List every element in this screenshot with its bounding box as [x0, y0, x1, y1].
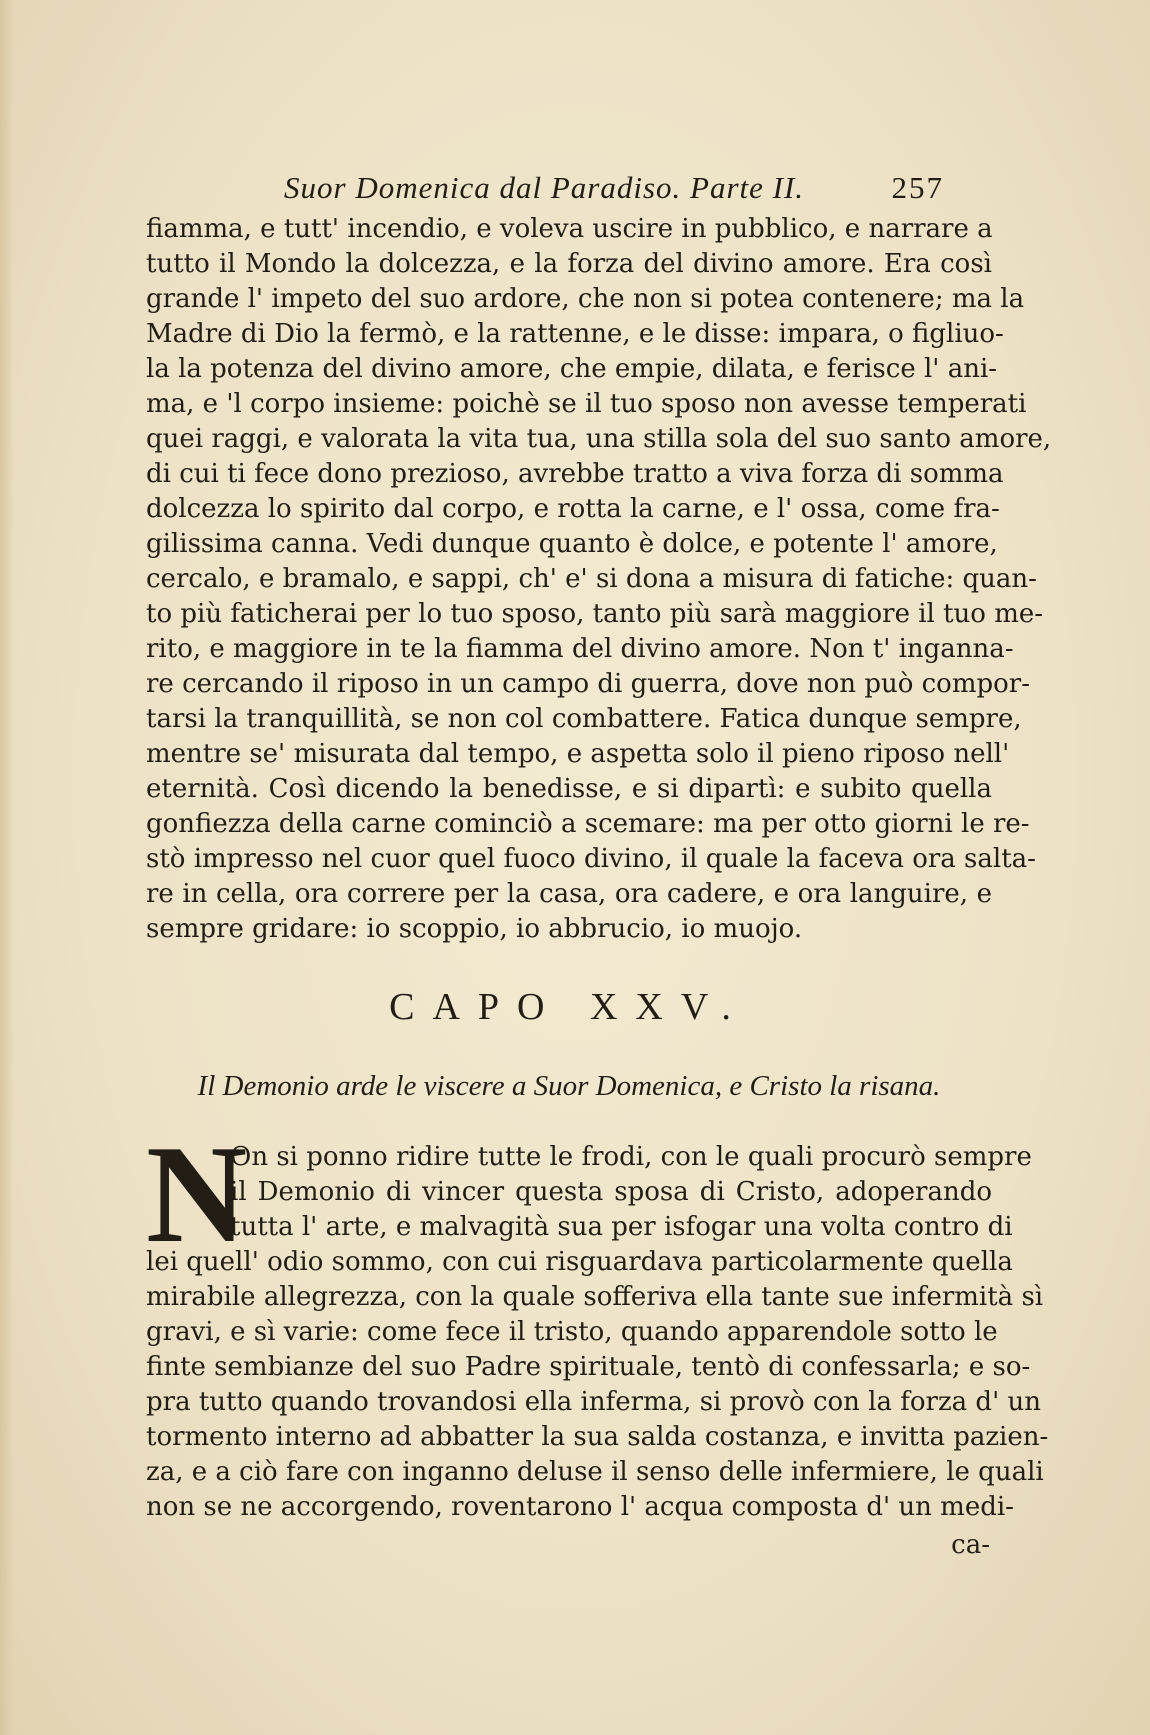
text-line: tutto il Mondo la dolcezza, e la forza del divino amore. Era così	[146, 249, 992, 279]
text-line: On si ponno ridire tutte le frodi, con le quali procurò sempre	[230, 1142, 1032, 1172]
text-line: rito, e maggiore in te la fiamma del divino amore. Non t' inganna-	[146, 634, 1014, 664]
paragraph-2	[146, 1140, 1049, 1525]
chapter-heading: CAPO XXV.	[389, 986, 749, 1028]
chapter-subtitle: Il Demonio arde le viscere a Suor Domenica, e Cristo la risana.	[197, 1070, 941, 1102]
text-line: dolcezza lo spirito dal corpo, e rotta la carne, e l' ossa, come fra-	[146, 494, 1000, 524]
text-line: eternità. Così dicendo la benedisse, e si dipartì: e subito quella	[146, 774, 992, 804]
text-line: non se ne accorgendo, roventarono l' acqua composta d' un medi-	[146, 1492, 1014, 1522]
text-line: re cercando il riposo in un campo di guerra, dove non può compor-	[146, 669, 1030, 699]
running-title: Suor Domenica dal Paradiso. Parte II.	[284, 170, 805, 205]
drop-cap: N	[146, 1117, 248, 1272]
text-line: la la potenza del divino amore, che empie, dilata, e ferisce l' ani-	[146, 354, 998, 384]
text-line: stò impresso nel cuor quel fuoco divino, il quale la faceva ora salta-	[146, 844, 1036, 874]
text-line: di cui ti fece dono prezioso, avrebbe tratto a viva forza di somma	[146, 459, 1004, 489]
text-line: quei raggi, e valorata la vita tua, una stilla sola del suo santo amore,	[146, 424, 1052, 454]
text-line: tutta l' arte, e malvagità sua per isfogar una volta contro di	[230, 1212, 1013, 1242]
text-line: to più faticherai per lo tuo sposo, tanto più sarà maggiore il tuo me-	[146, 599, 1044, 629]
text-line: finte sembianze del suo Padre spirituale, tentò di confessarla; e so-	[146, 1352, 1031, 1382]
text-line: cercalo, e bramalo, e sappi, ch' e' si dona a misura di fatiche: quan-	[146, 564, 1037, 594]
text-line: Madre di Dio la fermò, e la rattenne, e le disse: impara, o figliuo-	[146, 319, 1004, 349]
text-line: gravi, e sì varie: come fece il tristo, quando apparendole sotto le	[146, 1317, 998, 1347]
page-edge-shadow	[0, 0, 14, 1735]
catchword: ca-	[951, 1530, 990, 1560]
text-line: grande l' impeto del suo ardore, che non si potea contenere; ma la	[146, 284, 1025, 314]
text-line: gonfiezza della carne cominciò a scemare: ma per otto giorni le re-	[146, 809, 1030, 839]
text-line: re in cella, ora correre per la casa, ora cadere, e ora languire, e	[146, 879, 992, 909]
text-line: fiamma, e tutt' incendio, e voleva uscire in pubblico, e narrare a	[146, 214, 993, 244]
text-line: tarsi la tranquillità, se non col combattere. Fatica dunque sempre,	[146, 704, 1022, 734]
paragraph-1	[146, 212, 1052, 947]
text-line: tormento interno ad abbatter la sua salda costanza, e invitta pazien-	[146, 1422, 1049, 1452]
text-line: ma, e 'l corpo insieme: poichè se il tuo sposo non avesse temperati	[146, 389, 1027, 419]
page-number: 257	[891, 170, 944, 205]
text-line: mirabile allegrezza, con la quale sofferiva ella tante sue infermità sì	[146, 1282, 1044, 1312]
text-line: mentre se' misurata dal tempo, e aspetta solo il pieno riposo nell'	[146, 739, 1010, 769]
text-line: pra tutto quando trovandosi ella inferma, si provò con la forza d' un	[146, 1387, 1041, 1417]
text-line: il Demonio di vincer questa sposa di Cristo, adoperando	[230, 1177, 992, 1207]
text-line: za, e a ciò fare con inganno deluse il senso delle infermiere, le quali	[146, 1457, 1044, 1487]
text-line: gilissima canna. Vedi dunque quanto è dolce, e potente l' amore,	[146, 529, 998, 559]
text-line: sempre gridare: io scoppio, io abbrucio, io muojo.	[146, 914, 803, 944]
text-line: lei quell' odio sommo, con cui risguardava particolarmente quella	[146, 1247, 1013, 1277]
